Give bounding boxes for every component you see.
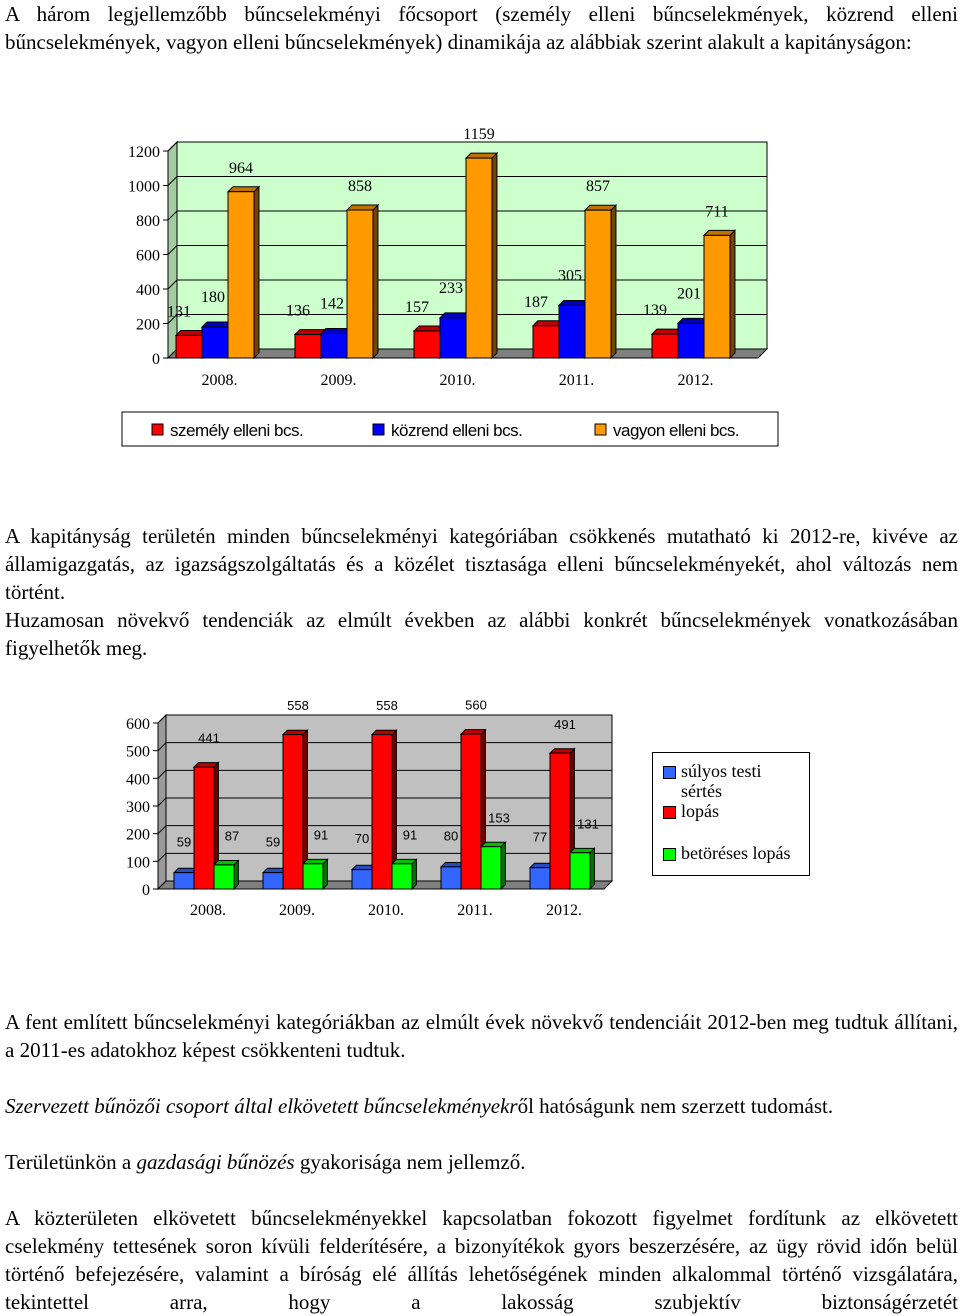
bar <box>414 331 440 358</box>
bar <box>352 870 372 889</box>
y-tick-label: 1000 <box>128 178 160 196</box>
bar <box>652 334 678 358</box>
bar-top <box>347 205 378 210</box>
economic-crime-text-a: Területünkön a <box>5 1150 137 1174</box>
bar <box>372 735 392 889</box>
x-tick-label: 2012. <box>677 372 714 389</box>
bar-side <box>492 153 497 358</box>
bar-top <box>303 859 327 863</box>
bar <box>466 158 492 358</box>
y-tick-label: 200 <box>136 316 160 334</box>
bar <box>481 847 501 889</box>
data-label: 157 <box>405 298 429 316</box>
bar <box>321 334 347 358</box>
bar-top <box>228 187 259 192</box>
bar <box>441 867 461 889</box>
decrease-paragraph: A kapitányság területén minden bűncselekményi kategóriában csökkenés mutatható ki 2012-re, kivéve az államigazgatás, az igazságszolgáltatás és a közélet tisztasága elleni bűncselekményekét, ahol változás nem történt. <box>5 524 958 604</box>
data-label: 858 <box>348 178 372 196</box>
x-tick-label: 2009. <box>320 372 357 389</box>
x-tick-label: 2011. <box>457 902 493 919</box>
y-tick-label: 0 <box>142 882 150 899</box>
y-tick-label: 1200 <box>128 144 160 161</box>
public-space-paragraph: A közterületen elkövetett bűncselekményekkel kapcsolatban fokozott figyelmet fordítunk az elkövetett cselekmény tettesének soron kívüli felderítésére, a bizonyítékok gyors beszerzésére, az ügy rövid időn belül történő befejezésére, valamint a bíróság elé állítás lehetőségének minden alkalommal történő vizsgálatára, tekintettel arra, hogy a lakosság szubjektív biztonságérzetét <box>5 1206 958 1314</box>
bar-top <box>283 730 307 734</box>
y-tick-label: 400 <box>136 282 160 299</box>
bar-top <box>214 861 238 865</box>
data-label: 491 <box>554 716 576 732</box>
y-tick-label: 400 <box>126 771 150 789</box>
legend-swatch <box>152 424 163 435</box>
bar <box>176 335 202 358</box>
data-label: 142 <box>320 295 344 313</box>
bar-top <box>372 730 396 734</box>
organized-crime-italic: Szervezett bűnözői csoport által elkövetett bűncselekményekr <box>5 1094 518 1118</box>
legend-label: közrend elleni bcs. <box>391 421 523 440</box>
data-label: 558 <box>376 700 398 714</box>
bar-side <box>590 848 594 889</box>
legend-swatch <box>663 766 676 779</box>
x-tick-label: 2008. <box>190 902 226 919</box>
legend-label: személy elleni bcs. <box>170 421 304 440</box>
y-tick-label: 100 <box>126 854 150 872</box>
bar <box>392 864 412 889</box>
legend-swatch <box>663 806 676 819</box>
data-label: 180 <box>201 289 225 306</box>
economic-crime-paragraph <box>5 1148 958 1176</box>
x-tick-label: 2009. <box>279 902 315 919</box>
x-tick-label: 2010. <box>368 902 404 919</box>
bar <box>704 235 730 358</box>
data-label: 857 <box>586 178 610 196</box>
bar <box>202 327 228 358</box>
bar-top <box>461 730 485 734</box>
stopped-trend-paragraph: A fent említett bűncselekményi kategóriákban az elmúlt évek növekvő tendenciáit 2012-ben meg tudtuk állítani, a 2011-es adatokhoz képest csökkenteni tudtuk. <box>5 1010 958 1062</box>
bar <box>303 864 323 889</box>
data-label: 441 <box>198 730 220 746</box>
data-label: 136 <box>286 302 310 320</box>
bar-top <box>570 848 594 852</box>
data-label: 91 <box>402 827 418 843</box>
data-label: 80 <box>443 828 459 844</box>
data-label: 77 <box>532 829 548 845</box>
data-label: 131 <box>167 303 191 321</box>
bar <box>550 753 570 889</box>
y-tick-label: 600 <box>126 716 150 733</box>
legend-label: súlyos testi sértés <box>681 761 762 801</box>
bar <box>559 305 585 358</box>
organized-crime-paragraph <box>5 1092 958 1120</box>
bar-top <box>392 859 416 863</box>
bar-top <box>194 763 218 767</box>
data-label: 1159 <box>463 126 495 144</box>
y-tick-label: 600 <box>136 247 160 265</box>
data-label: 711 <box>705 203 729 221</box>
bar <box>678 323 704 358</box>
bar <box>283 735 303 889</box>
y-tick-label: 500 <box>126 743 150 761</box>
data-label: 558 <box>287 700 309 714</box>
legend-swatch <box>663 848 676 861</box>
data-label: 964 <box>229 159 253 177</box>
x-tick-label: 2010. <box>439 372 476 389</box>
bar <box>347 210 373 358</box>
bar <box>174 873 194 889</box>
x-tick-label: 2008. <box>201 372 238 389</box>
intro-paragraph: A három legjellemzőbb bűncselekményi főcsoport (személy elleni bűncselekmények, közrend elleni bűncselekmények, vagyon elleni bűncselekmények) dinamikája az alábbiak szerint alakult a kapitányságon: <box>5 2 958 54</box>
bar <box>533 326 559 358</box>
data-label: 70 <box>354 831 370 847</box>
bar-side <box>730 230 735 358</box>
data-label: 131 <box>577 816 599 832</box>
bar-top <box>704 230 735 235</box>
bar-top <box>466 153 497 158</box>
bar <box>585 210 611 358</box>
bar <box>228 192 254 358</box>
legend-swatch <box>595 424 606 435</box>
bar-top <box>550 749 574 753</box>
bar <box>295 335 321 358</box>
data-label: 560 <box>465 700 487 713</box>
legend-label: vagyon elleni bcs. <box>613 421 740 440</box>
y-tick-label: 0 <box>152 351 160 368</box>
bar-side <box>373 205 378 358</box>
bar <box>214 865 234 889</box>
economic-crime-text-b: gyakorisága nem jellemző. <box>294 1150 526 1174</box>
bar-side <box>501 842 505 889</box>
bar-top <box>481 842 505 846</box>
bar-side <box>611 205 616 358</box>
bar <box>530 868 550 889</box>
organized-crime-rest: ől hatóságunk nem szerzett tudomást. <box>517 1094 834 1118</box>
crime-groups-chart <box>100 115 790 450</box>
data-label: 59 <box>265 834 281 850</box>
bar <box>440 318 466 358</box>
y-tick-label: 200 <box>126 826 150 844</box>
legend-label: betöréses lopás <box>681 843 791 863</box>
data-label: 87 <box>224 828 240 844</box>
bar-side <box>254 187 259 358</box>
theft-chart <box>100 700 630 922</box>
y-tick-label: 300 <box>126 799 150 816</box>
bar <box>263 873 283 889</box>
economic-crime-italic: gazdasági bűnözés <box>136 1150 295 1174</box>
bar <box>461 734 481 889</box>
theft-chart-legend <box>652 752 810 876</box>
data-label: 139 <box>643 302 667 320</box>
legend-swatch <box>373 424 384 435</box>
bar <box>194 767 214 889</box>
data-label: 91 <box>313 827 329 843</box>
data-label: 59 <box>176 834 192 850</box>
bar-top <box>585 205 616 210</box>
data-label: 187 <box>524 293 548 311</box>
bar <box>570 853 590 889</box>
trend-paragraph: Huzamosan növekvő tendenciák az elmúlt években az alábbi konkrét bűncselekmények vonatkozásában figyelhetők meg. <box>5 608 958 660</box>
data-label: 201 <box>677 285 701 303</box>
data-label: 153 <box>488 810 510 826</box>
x-tick-label: 2011. <box>558 372 595 389</box>
legend-label: lopás <box>681 801 719 821</box>
y-tick-label: 800 <box>136 213 160 230</box>
x-tick-label: 2012. <box>546 902 582 919</box>
data-label: 305 <box>558 267 582 285</box>
data-label: 233 <box>439 279 463 297</box>
